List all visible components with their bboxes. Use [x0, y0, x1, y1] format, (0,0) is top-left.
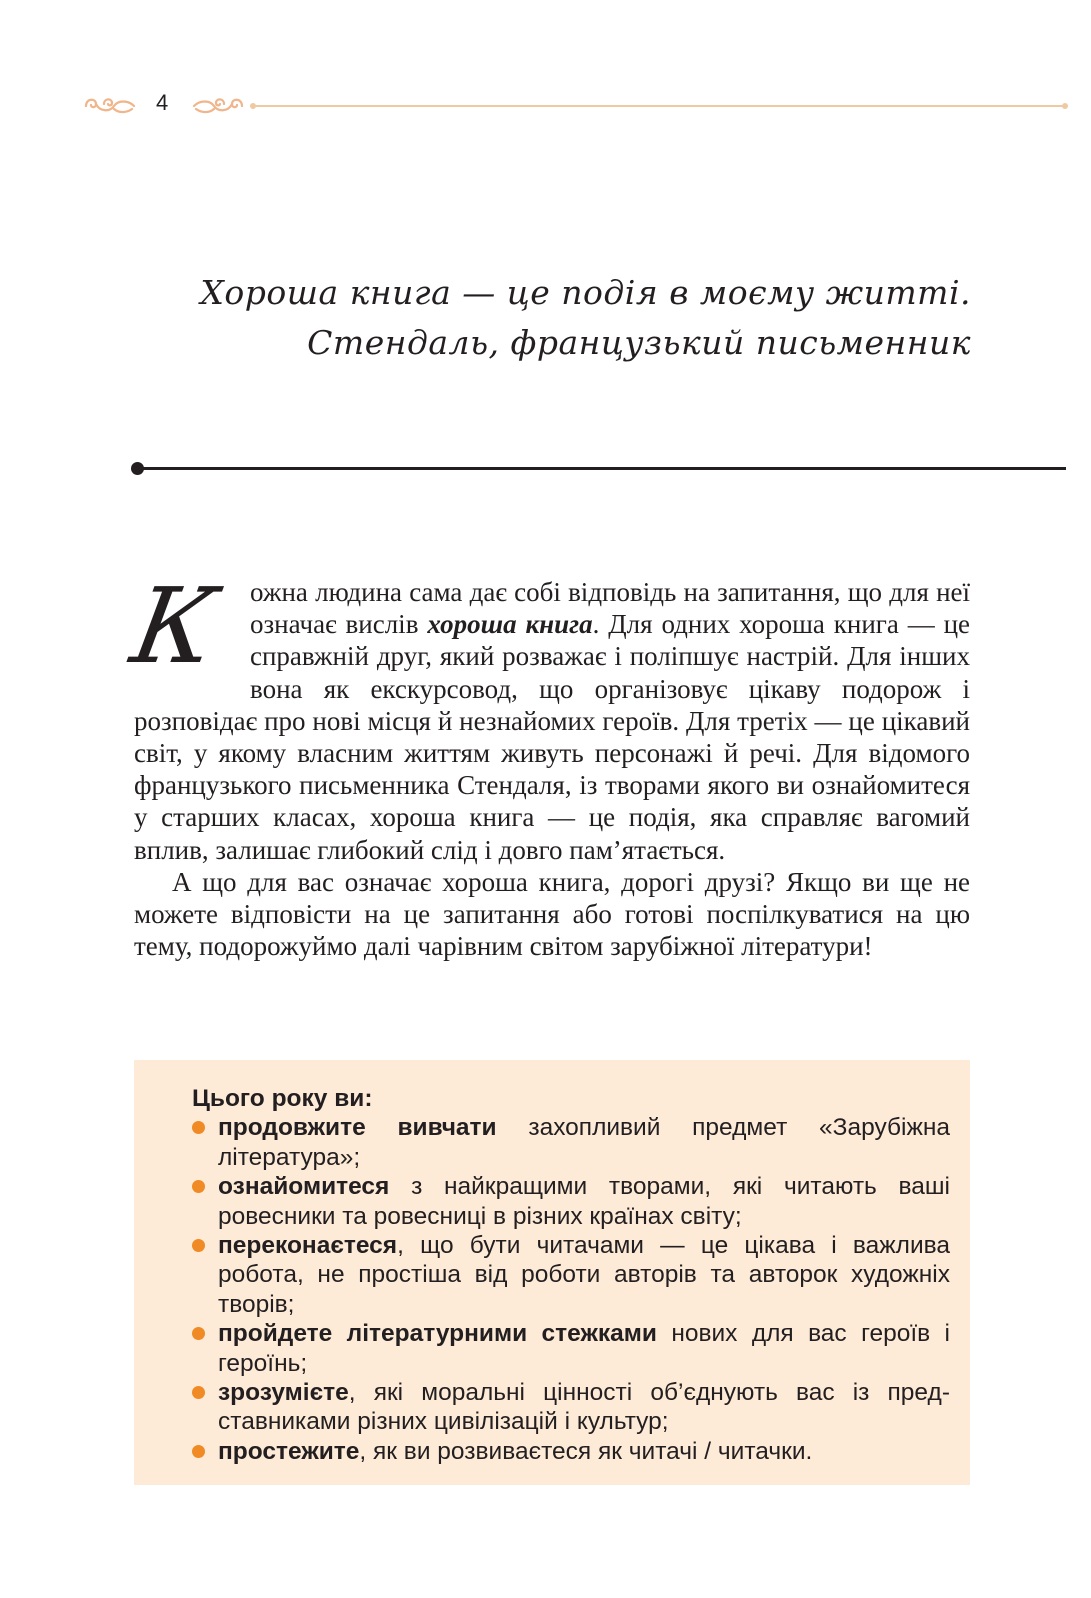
bullet-icon [192, 1121, 205, 1134]
goal-keyword: простежите [218, 1437, 360, 1465]
intro-paragraph-1 [123, 565, 971, 866]
page-number: 4 [156, 90, 169, 115]
bullet-icon [192, 1445, 205, 1458]
list-item [192, 1172, 950, 1231]
intro-p1-emphasis: хороша книга [427, 609, 593, 640]
bullet-icon [192, 1327, 205, 1340]
epigraph-author: Стендаль, французький письменник [307, 323, 971, 362]
goal-text: захопливий предмет «Зарубіжна література»; [218, 1114, 950, 1171]
goals-box [134, 1060, 970, 1485]
intro-paragraph-2: А що для вас означає хороша книга, дорогі друзі? Якщо ви ще не можете відповісти на це запитання або готові поспілкуватися на цю тему, подорожуймо далі чарівним світом зарубіжної літератури! [134, 866, 970, 962]
goal-keyword: переконаєтеся [218, 1232, 398, 1260]
list-item [192, 1319, 950, 1378]
header-rule [254, 105, 1064, 107]
epigraph-quote: Хороша книга — це подія в моєму житті. [200, 273, 971, 312]
list-item [192, 1437, 950, 1466]
goals-title: Цього року ви: [192, 1085, 373, 1112]
goal-keyword: ознайомитеся [218, 1173, 390, 1201]
list-item [192, 1231, 950, 1319]
intro-p1-start: ожна людина сама дає собі відповідь на запитання, що для неї означає вислів [250, 577, 970, 640]
list-item [192, 1378, 950, 1437]
bullet-icon [192, 1180, 205, 1193]
goal-keyword: пройдете літературними стежками [218, 1320, 657, 1348]
goal-keyword: зрозумієте [218, 1379, 349, 1407]
swirl-ornament-icon [192, 94, 244, 118]
section-divider [138, 467, 1066, 470]
goal-text: з найкращими творами, які читають ваші ровесники та ровесниці в різних країнах світу; [218, 1173, 950, 1230]
intro-text [123, 565, 971, 962]
drop-cap: К [123, 565, 226, 687]
goal-text: , як ви розвиваєтеся як читачі / читачки. [359, 1437, 813, 1465]
divider-dot [131, 462, 144, 475]
goal-text: , що бути читачами — це цікава і важлива робота, не простіша від роботи авторів та авторок художніх творів; [218, 1232, 950, 1318]
swirl-ornament-icon [84, 94, 136, 118]
intro-p1-end: . Для одних хороша книга — це справжній друг, який розважає і поліпшує настрій. Для інших вона як екскурсовод, що організовує цікаву подорож і розповідає про нові місця й незнайомих героїв. Для третіх — це цікавий світ, у якому власним життям живуть персонажі й речі. Для відомого французького письменника Стендаля, із творами якого ви ознайомитеся у старших класах, хороша книга — це подія, яка справляє вагомий вплив, залишає глибокий слід і довго пам’ятається. [134, 609, 971, 865]
epigraph [111, 268, 971, 368]
bullet-icon [192, 1239, 205, 1252]
goal-text: , які моральні цінності об’єднують вас із представниками різних цивілізацій і культур; [218, 1379, 950, 1436]
bullet-icon [192, 1386, 205, 1399]
goals-list [192, 1113, 950, 1466]
page-header [84, 88, 1064, 124]
goal-text: нових для вас героїв і героїнь; [218, 1320, 950, 1377]
goal-keyword: продовжите вивчати [218, 1114, 497, 1142]
list-item [192, 1113, 950, 1172]
